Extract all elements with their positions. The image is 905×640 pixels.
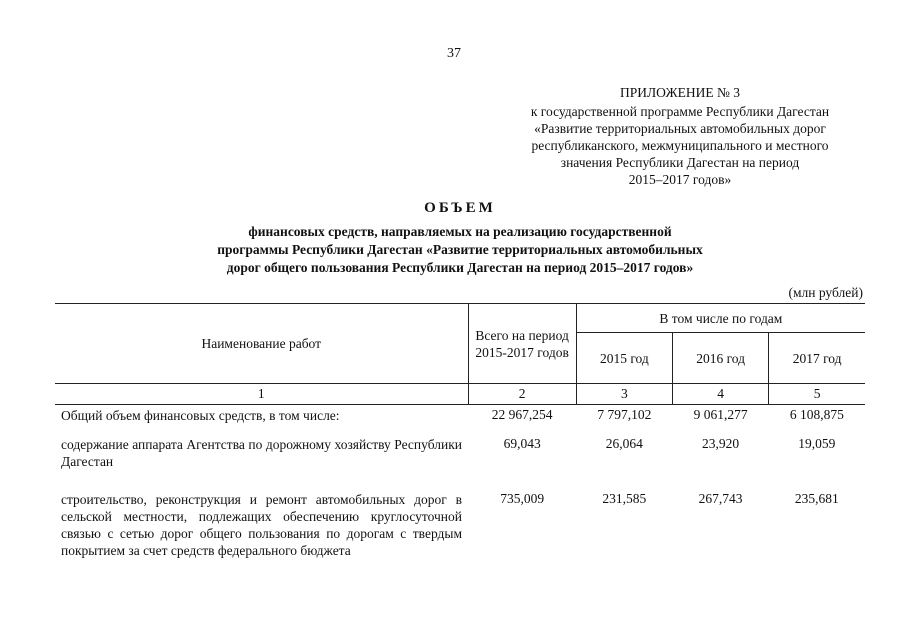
row-2015: 26,064 [605,436,643,451]
row-2016: 267,743 [698,491,743,506]
table-row [55,405,865,435]
row-2015: 7 797,102 [597,407,652,422]
header-total: Всего на период 2015-2017 годов [468,304,576,384]
column-number: 1 [55,384,468,405]
row-2017: 19,059 [798,436,836,451]
appendix-line: к государственной программе Республики Дагестан [530,104,830,119]
row-2016: 9 061,277 [693,407,748,422]
row-name: Общий объем финансовых средств, в том числе: [61,408,340,423]
row-2015: 231,585 [602,491,647,506]
header-year-2016: 2016 год [672,333,768,384]
row-2017: 235,681 [794,491,839,506]
row-name: содержание аппарата Агентства по дорожному хозяйству Республики Дагестан [61,437,462,469]
appendix-heading: ПРИЛОЖЕНИЕ № 3 [619,85,741,100]
title-main: ОБЪЕМ [424,200,496,216]
appendix-line: «Развитие территориальных автомобильных дорог [534,121,826,136]
row-total: 69,043 [503,436,541,451]
row-total: 22 967,254 [491,407,553,422]
column-number: 4 [672,384,768,405]
units-label: (млн рублей) [788,285,863,300]
row-2016: 23,920 [702,436,740,451]
title-line: программы Республики Дагестан «Развитие территориальных автомобильных [217,242,703,257]
title-line: дорог общего пользования Республики Дагестан на период 2015–2017 годов» [226,260,694,275]
appendix-block [505,84,855,188]
financing-table [55,303,865,582]
title-line: финансовых средств, направляемых на реализацию государственной [248,224,672,239]
row-total: 735,009 [500,491,545,506]
header-year-2015: 2015 год [599,350,649,366]
appendix-line: республиканского, межмуниципального и местного [531,138,829,153]
column-number: 5 [769,384,865,405]
table-row [55,489,865,582]
appendix-line: значения Республики Дагестан на период [560,155,800,170]
row-name: строительство, реконструкция и ремонт автомобильных дорог в сельской местности, подлежащих обеспечению круглосуточной связью с сетью дорог общего пользования по дорогам с твердым покрытием за счет средств федерального бюджета [61,492,462,558]
appendix-line: 2015–2017 годов» [628,172,732,187]
document-title [100,200,820,277]
page-number: 37 [447,46,461,61]
row-2017: 6 108,875 [789,407,844,422]
header-year-2017: 2017 год [769,333,865,384]
header-by-year: В том числе по годам [576,304,865,333]
column-number: 2 [468,384,576,405]
header-name: Наименование работ [55,304,468,384]
column-number-row [55,384,865,405]
column-number: 3 [576,384,672,405]
table-row [55,434,865,489]
